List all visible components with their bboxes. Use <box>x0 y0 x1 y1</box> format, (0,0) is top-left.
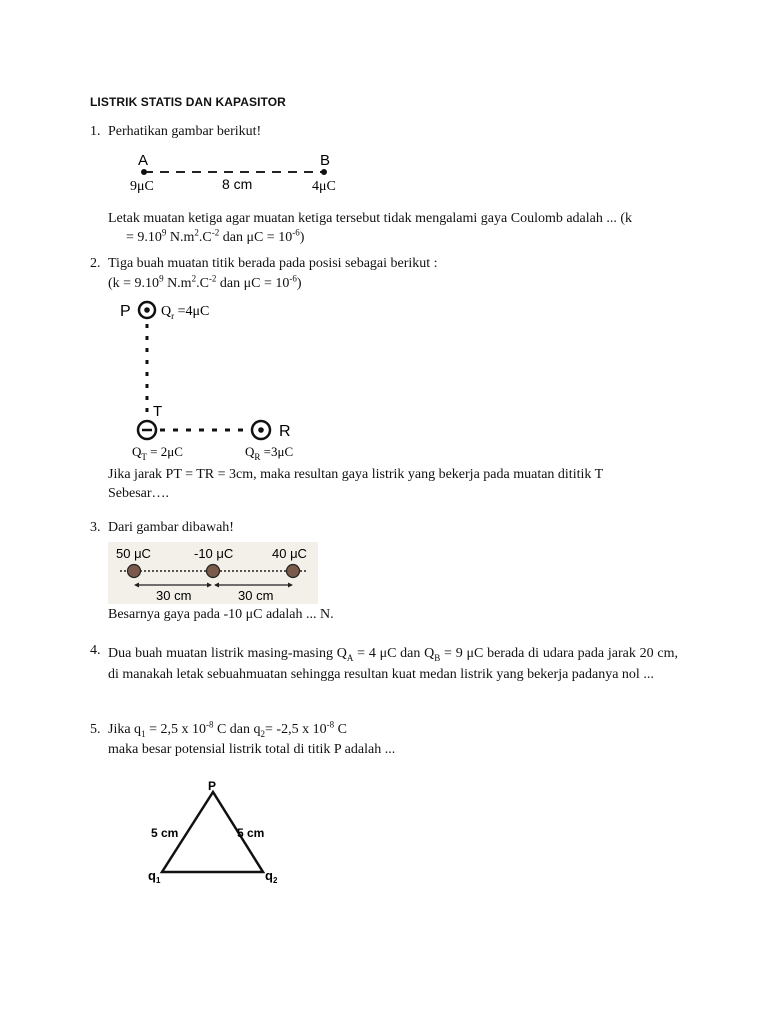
q1-label-a: A <box>138 152 149 169</box>
q5-text: Jika $q_1 = 2,5$ x $10^{-8}$ C dan $q_2= -2,5$ x $10^{-8}$ C <box>108 719 347 739</box>
q5-triangle-figure <box>140 776 290 891</box>
q3-charge-1-label: 50 μC <box>116 546 151 561</box>
q2-number: 2. <box>90 256 101 271</box>
q4-body: Dua buah muatan listrik masing-masing $Q_A = 4$ μC dan $Q_B = 9$ μC berada di udara pada jarak 20 cm, di manakah letak sebuahmuatan sehingga resultan kuat medan listrik yang bekerja padanya nol ... <box>108 646 678 682</box>
q2-label-t: T <box>153 403 163 420</box>
q2-label-qr: $Q_r =4\mu C$ <box>161 304 210 321</box>
q5-label-left: 5 cm <box>151 826 179 840</box>
q2-body-line1: Jika jarak PT = TR = 3cm, maka resultan gaya listrik yang bekerja pada muatan dititik T <box>108 467 604 482</box>
q3-distance-1: 30 cm <box>156 588 192 603</box>
q1-figure <box>118 148 368 198</box>
q3-figure <box>108 542 318 604</box>
q1-charge-a-dot <box>141 169 147 175</box>
q5-label-q1: $q_1$ <box>148 868 161 885</box>
q3-distance-2: 30 cm <box>238 588 274 603</box>
q2-body-line2: Sebesar…. <box>108 486 170 501</box>
q3-text: Dari gambar dibawah! <box>108 520 234 535</box>
q1-label-b: B <box>320 152 331 169</box>
q3-body: Besarnya gaya pada -10 μC adalah ... N. <box>108 607 334 622</box>
q1-charge-a: 9μC <box>130 179 154 194</box>
q2-figure <box>112 296 312 464</box>
q3-charge-2-label: -10 μC <box>194 546 234 561</box>
q1-charge-b-dot <box>321 169 327 175</box>
q5-label-p: P <box>208 779 217 793</box>
q3-number: 3. <box>90 520 101 535</box>
q2-constant: ($k = 9.10^9$ $N.m^2.C^{-2}$ dan $\mu C = 10^{-6}$) <box>108 273 302 291</box>
q1-distance: 8 cm <box>222 176 253 192</box>
q5-label-q2: $q_2$ <box>265 868 278 885</box>
q5-label-right: 5 cm <box>237 826 265 840</box>
q2-label-qt: $Q_T = 2\mu C$ <box>132 444 183 462</box>
q2-label-r: R <box>279 423 291 440</box>
page-title: LISTRIK STATIS DAN KAPASITOR <box>90 95 286 109</box>
q5-number: 5. <box>90 722 101 737</box>
q2-text: Tiga buah muatan titik berada pada posisi sebagai berikut : <box>108 256 438 271</box>
q3-charge-3-label: 40 μC <box>272 546 307 561</box>
q3-charge-2 <box>207 565 220 578</box>
q4-number: 4. <box>90 643 101 658</box>
q1-text: Perhatikan gambar berikut! <box>108 124 262 139</box>
q2-label-qr2: $Q_R =3\mu C$ <box>245 444 294 462</box>
q5-line2: maka besar potensial listrik total di titik P adalah ... <box>108 742 396 757</box>
q2-label-p: P <box>120 303 131 320</box>
q3-charge-1 <box>128 565 141 578</box>
q1-body-line2: = $9.10^9$ $N.m^2.C^{-2}$ dan $\mu C = 10^{-6}$) <box>126 227 305 245</box>
q1-charge-b: 4μC <box>312 179 336 194</box>
q1-number: 1. <box>90 124 101 139</box>
q1-body-line1: Letak muatan ketiga agar muatan ketiga tersebut tidak mengalami gaya Coulomb adalah ... (k <box>108 211 633 226</box>
q3-charge-3 <box>287 565 300 578</box>
